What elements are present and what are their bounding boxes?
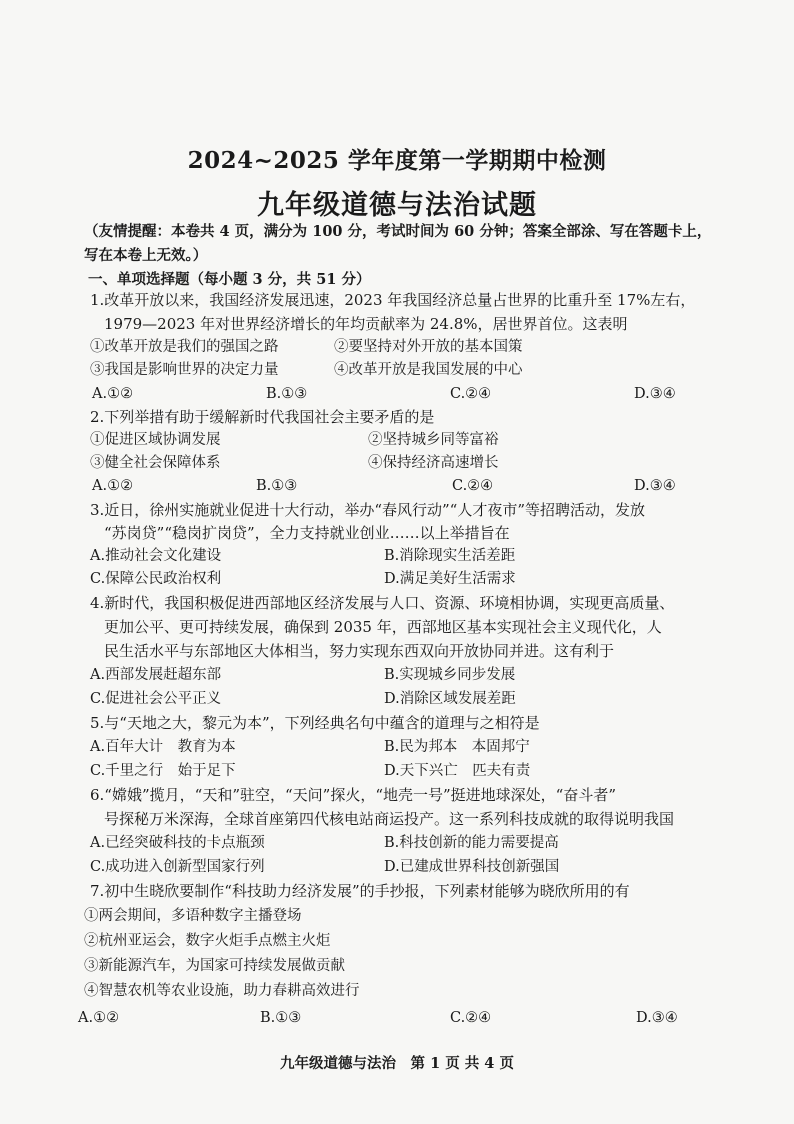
q7-option-a: A.①② (78, 1010, 120, 1026)
q1-statement-3: ③我国是影响世界的决定力量 (90, 362, 279, 378)
q2-option-d: D.③④ (634, 478, 676, 494)
q1-option-a: A.①② (92, 386, 134, 402)
q5-option-c: C.千里之行 始于足下 (90, 763, 236, 779)
q6-option-b: B.科技创新的能力需要提高 (384, 835, 559, 851)
q7-option-c: C.②④ (450, 1010, 492, 1026)
q3-stem-line-1: 3.近日，徐州实施就业促进十大行动，举办“春风行动”“人才夜市”等招聘活动，发放 (90, 501, 645, 519)
q7-option-d: D.③④ (636, 1010, 678, 1026)
q7-stem-line-1: 7.初中生晓欣要制作“科技助力经济发展”的手抄报，下列素材能够为晓欣所用的有 (90, 882, 630, 900)
q3-option-a: A.推动社会文化建设 (90, 548, 222, 564)
q5-stem-line-1: 5.与“天地之大，黎元为本”，下列经典名句中蕴含的道理与之相符是 (90, 714, 540, 732)
q7-statement-1: ①两会期间，多语种数字主播登场 (84, 908, 302, 924)
q5-option-a: A.百年大计 教育为本 (90, 739, 236, 755)
q1-statement-4: ④改革开放是我国发展的中心 (334, 362, 523, 378)
q2-stem-line-1: 2.下列举措有助于缓解新时代我国社会主要矛盾的是 (90, 408, 435, 426)
q6-option-a: A.已经突破科技的卡点瓶颈 (90, 835, 265, 851)
q1-statement-1: ①改革开放是我们的强国之路 (90, 339, 279, 355)
exam-period-heading: 2024~2025 学年度第一学期期中检测 (187, 147, 607, 174)
q4-stem-line-2: 更加公平、更可持续发展，确保到 2035 年，西部地区基本实现社会主义现代化，人 (104, 618, 662, 636)
q2-statement-3: ③健全社会保障体系 (90, 455, 221, 471)
q3-option-c: C.保障公民政治权利 (90, 571, 222, 587)
q7-statement-4: ④智慧农机等农业设施，助力春耕高效进行 (84, 983, 360, 999)
q2-statement-1: ①促进区域协调发展 (90, 432, 221, 448)
q2-option-c: C.②④ (452, 478, 494, 494)
q5-option-b: B.民为邦本 本固邦宁 (384, 739, 530, 755)
exam-notice: （友情提醒：本卷共 4 页，满分为 100 分，考试时间为 60 分钟；答案全部涂、写在答题卡上，写在本卷上无效。） (84, 223, 712, 264)
q3-option-d: D.满足美好生活需求 (384, 571, 516, 587)
q5-option-d: D.天下兴亡 匹夫有责 (384, 763, 531, 779)
q6-stem-line-2: 号探秘万米深海，全球首座第四代核电站商运投产。这一系列科技成就的取得说明我国 (104, 810, 675, 828)
q4-option-a: A.西部发展赶超东部 (90, 667, 222, 683)
q3-option-b: B.消除现实生活差距 (384, 548, 516, 564)
q1-option-d: D.③④ (634, 386, 676, 402)
q2-statement-4: ④保持经济高速增长 (368, 455, 499, 471)
q7-option-b: B.①③ (260, 1010, 302, 1026)
q1-option-c: C.②④ (450, 386, 492, 402)
exam-title: 九年级道德与法治试题 (257, 190, 537, 221)
q4-option-b: B.实现城乡同步发展 (384, 667, 516, 683)
q4-option-d: D.消除区域发展差距 (384, 691, 516, 707)
page-footer: 九年级道德与法治 第 1 页 共 4 页 (280, 1055, 514, 1072)
q4-option-c: C.促进社会公平正义 (90, 691, 222, 707)
q7-statement-2: ②杭州亚运会，数字火炬手点燃主火炬 (84, 933, 331, 949)
q4-stem-line-3: 民生活水平与东部地区大体相当，努力实现东西双向开放协同并进。这有利于 (104, 642, 615, 660)
q1-option-b: B.①③ (266, 386, 308, 402)
q1-stem-line-2: 1979—2023 年对世界经济增长的年均贡献率为 24.8%，居世界首位。这表明 (104, 315, 628, 333)
q2-option-b: B.①③ (256, 478, 298, 494)
q6-option-c: C.成功进入创新型国家行列 (90, 859, 265, 875)
q2-option-a: A.①② (92, 478, 134, 494)
q6-stem-line-1: 6.“嫦娥”揽月，“天和”驻空，“天问”探火，“地壳一号”挺进地球深处，“奋斗者” (90, 786, 616, 804)
q1-statement-2: ②要坚持对外开放的基本国策 (334, 339, 523, 355)
section-heading: 一、单项选择题（每小题 3 分，共 51 分） (88, 271, 371, 288)
q3-stem-line-2: “苏岗贷”“稳岗扩岗贷”，全力支持就业创业……以上举措旨在 (104, 524, 510, 542)
q1-stem-line-1: 1.改革开放以来，我国经济发展迅速，2023 年我国经济总量占世界的比重升至 17%左右， (90, 291, 696, 309)
q2-statement-2: ②坚持城乡同等富裕 (368, 432, 499, 448)
q7-statement-3: ③新能源汽车，为国家可持续发展做贡献 (84, 958, 345, 974)
q6-option-d: D.已建成世界科技创新强国 (384, 859, 560, 875)
q4-stem-line-1: 4.新时代，我国积极促进西部地区经济发展与人口、资源、环境相协调，实现更高质量、 (90, 594, 675, 612)
